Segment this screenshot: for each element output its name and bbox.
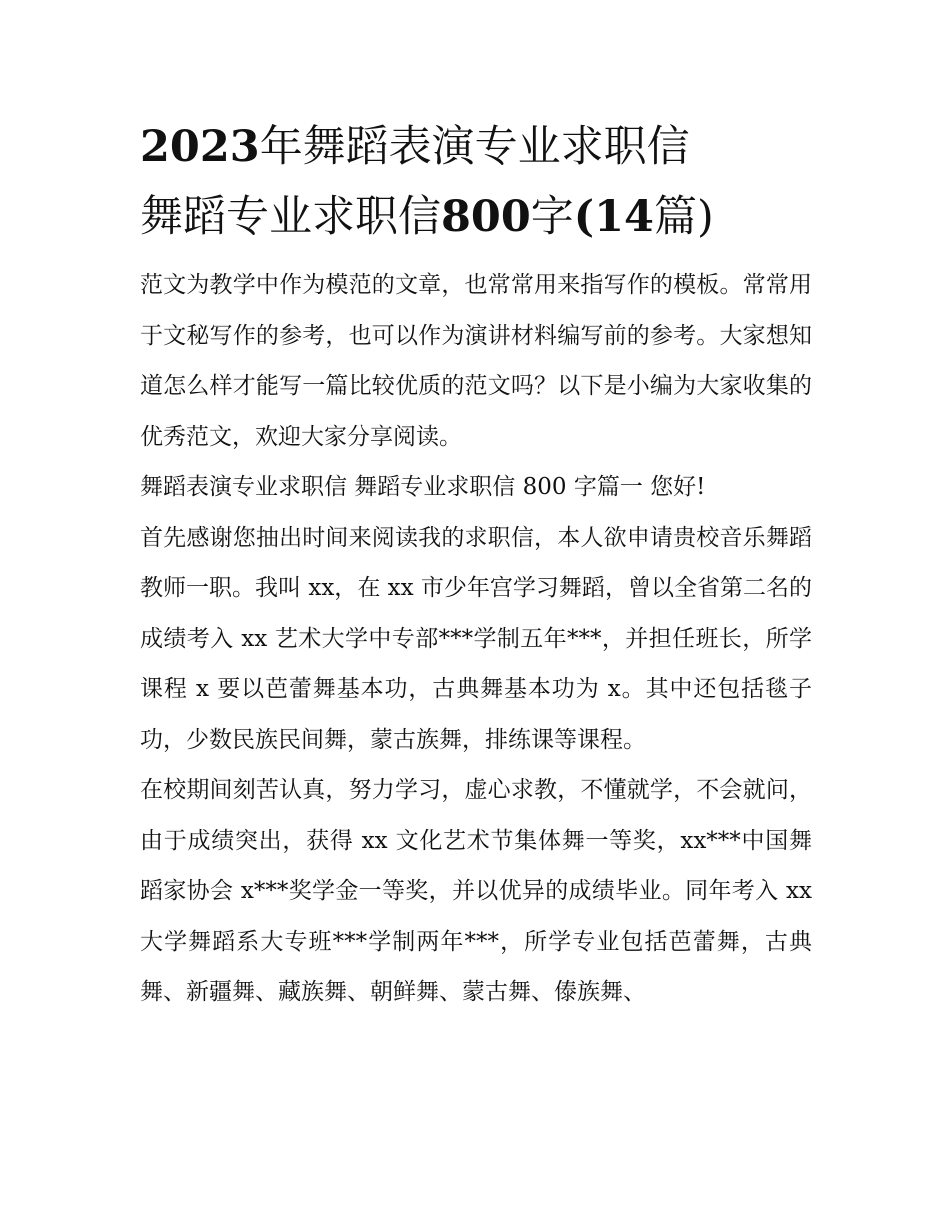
paragraph-heading: 舞蹈表演专业求职信 舞蹈专业求职信 800 字篇一 您好! — [140, 474, 706, 500]
paragraph-body-2: 在校期间刻苦认真，努力学习，虚心求教，不懂就学，不会就问，由于成绩突出，获得 xx 文化艺术节集体舞一等奖，xx***中国舞蹈家协会 x***奖学金一等奖，并以优异的成绩毕业。同年考入 xx 大学舞蹈系大专班***学制两年***，所学专业包括芭蕾舞，古典舞、新疆舞、藏族舞、朝鲜舞、蒙古舞、傣族舞、 — [140, 777, 812, 1005]
document-body — [140, 118, 812, 1018]
title-word-count: 800 — [441, 192, 531, 242]
paragraph-body-1: 首先感谢您抽出时间来阅读我的求职信，本人欲申请贵校音乐舞蹈教师一职。我叫 xx，在 xx 市少年宫学习舞蹈，曾以全省第二名的成绩考入 xx 艺术大学中专部***学制五年***，并担任班长，所学课程 x 要以芭蕾舞基本功，古典舞基本功为 x。其中还包括毯子功，少数民族民间舞，蒙古族舞，排练课等课程。 — [140, 524, 812, 753]
document-title-line-2 — [140, 188, 812, 246]
title-text-2c: 篇) — [653, 192, 714, 242]
title-text-2b: 字 — [530, 192, 574, 242]
title-count-paren: (14 — [573, 192, 654, 242]
document-title-line-1 — [140, 118, 812, 176]
title-text-2a: 舞蹈专业求职信 — [140, 192, 441, 242]
title-year: 2023 — [140, 122, 260, 172]
paragraph-intro: 范文为教学中作为模范的文章，也常常用来指写作的模板。常常用于文秘写作的参考，也可以作为演讲材料编写前的参考。大家想知道怎么样才能写一篇比较优质的范文吗？以下是小编为大家收集的优秀范文，欢迎大家分享阅读。 — [140, 272, 812, 450]
title-text-1: 年舞蹈表演专业求职信 — [259, 122, 690, 172]
